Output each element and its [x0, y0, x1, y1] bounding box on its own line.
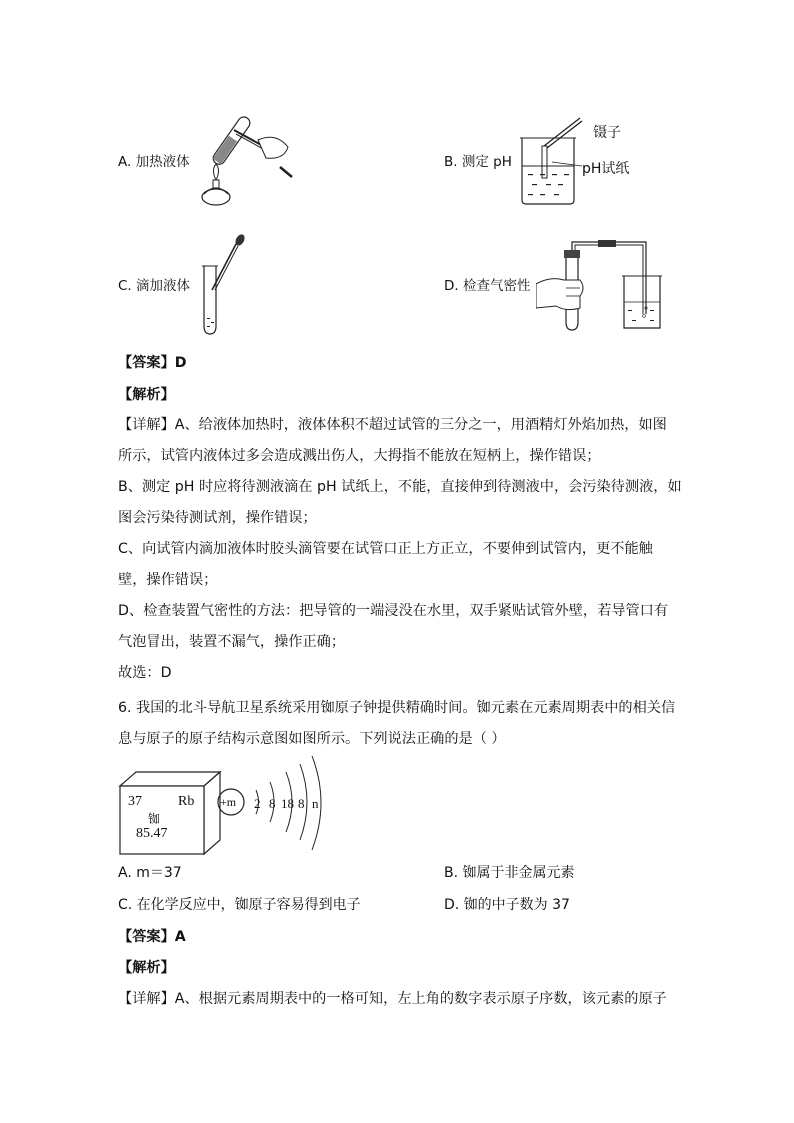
airtightness-check-illustration [536, 236, 666, 336]
element-card [118, 770, 222, 856]
detail-line: 故选：D [118, 665, 172, 681]
option-d-label: D. 检查气密性 [444, 278, 531, 294]
option-a-label: A. 加热液体 [118, 154, 190, 170]
detail-line: 壁，操作错误； [118, 572, 218, 588]
answer-1: 【答案】D [118, 355, 187, 371]
detail-line: D、检查装置气密性的方法：把导管的一端浸没在水里，双手紧贴试管外壁，若导管口有 [118, 603, 669, 619]
nucleus-charge: +m [220, 795, 237, 809]
choice-b: B. 铷属于非金属元素 [444, 865, 575, 881]
atomic-number: 37 [128, 794, 142, 809]
dropping-liquid-illustration [198, 232, 250, 336]
analysis-heading-2: 【解析】 [118, 960, 175, 976]
choice-a: A. m＝37 [118, 865, 182, 881]
shell-electrons: 18 [281, 796, 294, 811]
answer-2: 【答案】A [118, 929, 186, 945]
choice-c: C. 在化学反应中，铷原子容易得到电子 [118, 897, 361, 913]
detail-line: 气泡冒出，装置不漏气，操作正确； [118, 634, 346, 650]
question-6-line: 息与原子的原子结构示意图如图所示。下列说法正确的是（ ） [118, 731, 506, 747]
detail-line: B、测定 pH 时应将待测液滴在 pH 试纸上，不能，直接伸到待测液中，会污染待测液，如 [118, 479, 682, 495]
tweezers-label: 镊子 [593, 125, 621, 141]
shell-electrons: n [312, 796, 319, 811]
question-6-line: 6. 我国的北斗导航卫星系统采用铷原子钟提供精确时间。铷元素在元素周期表中的相关信 [118, 700, 676, 716]
choice-d: D. 铷的中子数为 37 [444, 897, 570, 913]
detail-line: 【详解】A、给液体加热时，液体体积不超过试管的三分之一，用酒精灯外焰加热，如图 [118, 417, 667, 433]
detail-line: 所示，试管内液体过多会造成溅出伤人，大拇指不能放在短柄上，操作错误； [118, 448, 601, 464]
element-name: 铷 [148, 812, 161, 826]
option-b-label: B. 测定 pH [444, 154, 512, 170]
shell-electrons: 8 [298, 796, 305, 811]
option-c-label: C. 滴加液体 [118, 278, 191, 294]
detail-line: 【详解】A、根据元素周期表中的一格可知，左上角的数字表示原子序数，该元素的原子 [118, 991, 667, 1007]
detail-line: C、向试管内滴加液体时胶头滴管要在试管口正上方正立，不要伸到试管内，更不能触 [118, 541, 653, 557]
heating-liquid-illustration [196, 112, 296, 212]
shell-electrons: 2 [254, 796, 261, 811]
detail-line: 图会污染待测试剂，操作错误； [118, 510, 317, 526]
shell-electrons: 8 [269, 796, 276, 811]
atomic-mass: 85.47 [136, 826, 168, 841]
element-symbol: Rb [178, 794, 195, 809]
ph-paper-label: pH试纸 [582, 161, 630, 177]
analysis-heading-1: 【解析】 [118, 387, 175, 403]
